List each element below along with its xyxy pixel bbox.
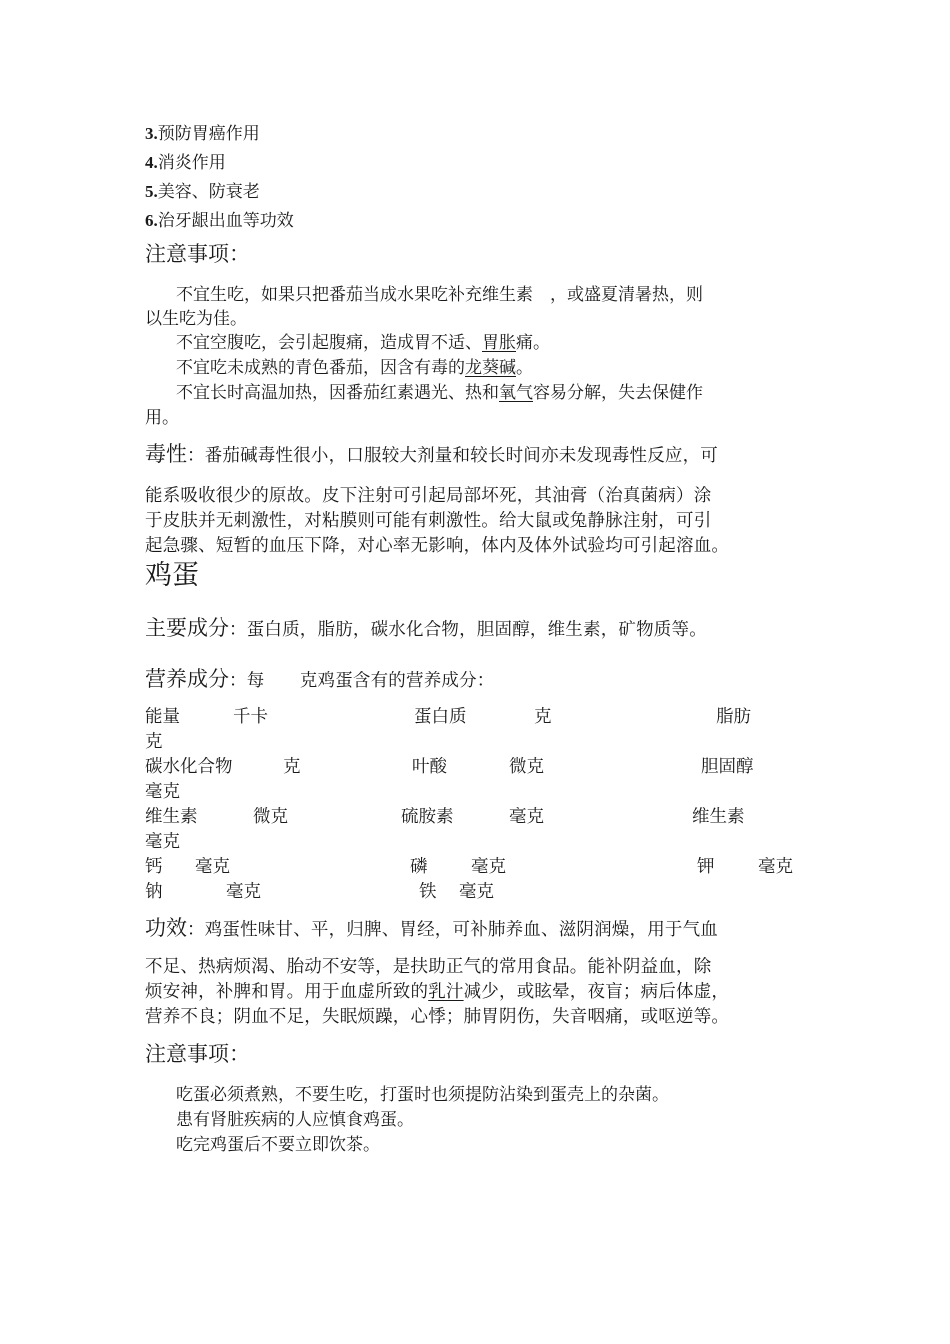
notes-heading: 注意事项： xyxy=(145,1042,250,1066)
nutrient-unit: 毫克 xyxy=(459,882,494,902)
nutrient-name: 能量 xyxy=(145,707,180,727)
nutrient-unit: 毫克 xyxy=(195,857,230,877)
nutrient-name: 脂肪 xyxy=(716,707,751,727)
list-item-6: 6.治牙龈出血等功效 xyxy=(145,211,294,231)
toxicity-line: 于皮肤并无刺激性，对粘膜则可能有刺激性。给大鼠或兔静脉注射，可引 xyxy=(145,511,712,531)
nutrient-unit: 毫克 xyxy=(226,882,261,902)
nutrient-name: 硫胺素 xyxy=(401,807,454,827)
nutrient-unit: 克 xyxy=(283,757,301,777)
effect-line: 烦安神，补脾和胃。用于血虚所致的乳汁减少，或眩晕，夜盲；病后体虚， xyxy=(145,982,730,1002)
nutrient-unit: 毫克 xyxy=(145,832,180,852)
nutrient-unit: 千卡 xyxy=(233,707,268,727)
nutrient-name: 胆固醇 xyxy=(701,757,754,777)
hyperlink[interactable]: 乳汁 xyxy=(428,982,464,1002)
nutrient-name: 碳水化合物 xyxy=(145,757,233,777)
effect-line: 功效：鸡蛋性味甘、平，归脾、胃经，可补肺养血、滋阴润燥，用于气血 xyxy=(145,916,718,940)
nutrient-unit: 克 xyxy=(145,732,163,752)
nutrient-unit: 毫克 xyxy=(145,782,180,802)
nutrient-unit: 微克 xyxy=(509,757,544,777)
note-line: 不宜吃未成熟的青色番茄，因含有毒的龙葵碱。 xyxy=(176,358,533,378)
note-line: 不宜生吃，如果只把番茄当成水果吃补充维生素 ，或盛夏清暑热，则 xyxy=(176,285,703,305)
nutrient-unit: 毫克 xyxy=(758,857,793,877)
note-line: 吃蛋必须煮熟，不要生吃，打蛋时也须提防沾染到蛋壳上的杂菌。 xyxy=(176,1085,669,1105)
list-item-4: 4.消炎作用 xyxy=(145,153,226,173)
nutrient-unit: 微克 xyxy=(253,807,288,827)
nutrient-name: 钾 xyxy=(697,857,715,877)
nutrient-name: 钙 xyxy=(145,857,163,877)
nutrient-unit: 毫克 xyxy=(471,857,506,877)
toxicity-line: 起急骤、短暂的血压下降，对心率无影响，体内及体外试验均可引起溶血。 xyxy=(145,536,730,556)
nutrient-name: 叶酸 xyxy=(412,757,447,777)
nutrient-name: 磷 xyxy=(410,857,428,877)
nutrition-intro: 营养成分：每 克鸡蛋含有的营养成分： xyxy=(145,667,495,691)
note-line: 吃完鸡蛋后不要立即饮茶。 xyxy=(176,1135,380,1155)
list-item-5: 5.美容、防衰老 xyxy=(145,182,260,202)
note-line: 患有肾脏疾病的人应慎食鸡蛋。 xyxy=(176,1110,414,1130)
nutrient-unit: 克 xyxy=(534,707,552,727)
nutrient-name: 钠 xyxy=(145,882,163,902)
toxicity-line: 毒性：番茄碱毒性很小，口服较大剂量和较长时间亦未发现毒性反应，可 xyxy=(145,442,718,466)
notes-heading: 注意事项： xyxy=(145,242,250,266)
list-item-3: 3.预防胃癌作用 xyxy=(145,124,260,144)
hyperlink[interactable]: 胃胀 xyxy=(482,333,516,353)
nutrient-unit: 毫克 xyxy=(509,807,544,827)
nutrient-name: 维生素 xyxy=(145,807,198,827)
effect-line: 营养不良；阴血不足，失眠烦躁，心悸；肺胃阴伤，失音咽痛，或呕逆等。 xyxy=(145,1007,730,1027)
nutrient-name: 维生素 xyxy=(692,807,745,827)
hyperlink[interactable]: 龙葵碱 xyxy=(465,358,516,378)
note-line: 不宜长时高温加热，因番茄红素遇光、热和氧气容易分解，失去保健作 xyxy=(176,383,703,403)
note-line: 不宜空腹吃，会引起腹痛，造成胃不适、胃胀痛。 xyxy=(176,333,550,353)
nutrient-name: 蛋白质 xyxy=(414,707,467,727)
hyperlink[interactable]: 氧气 xyxy=(499,383,533,403)
effect-line: 不足、热病烦渴、胎动不安等，是扶助正气的常用食品。能补阴益血，除 xyxy=(145,957,712,977)
note-line: 用。 xyxy=(145,408,179,428)
nutrient-name: 铁 xyxy=(419,882,437,902)
toxicity-line: 能系吸收很少的原故。皮下注射可引起局部坏死，其油膏（治真菌病）涂 xyxy=(145,486,712,506)
note-line: 以生吃为佳。 xyxy=(145,309,247,329)
main-ingredients: 主要成分：蛋白质，脂肪，碳水化合物，胆固醇，维生素，矿物质等。 xyxy=(145,616,707,640)
section-title: 鸡蛋 xyxy=(145,560,199,591)
